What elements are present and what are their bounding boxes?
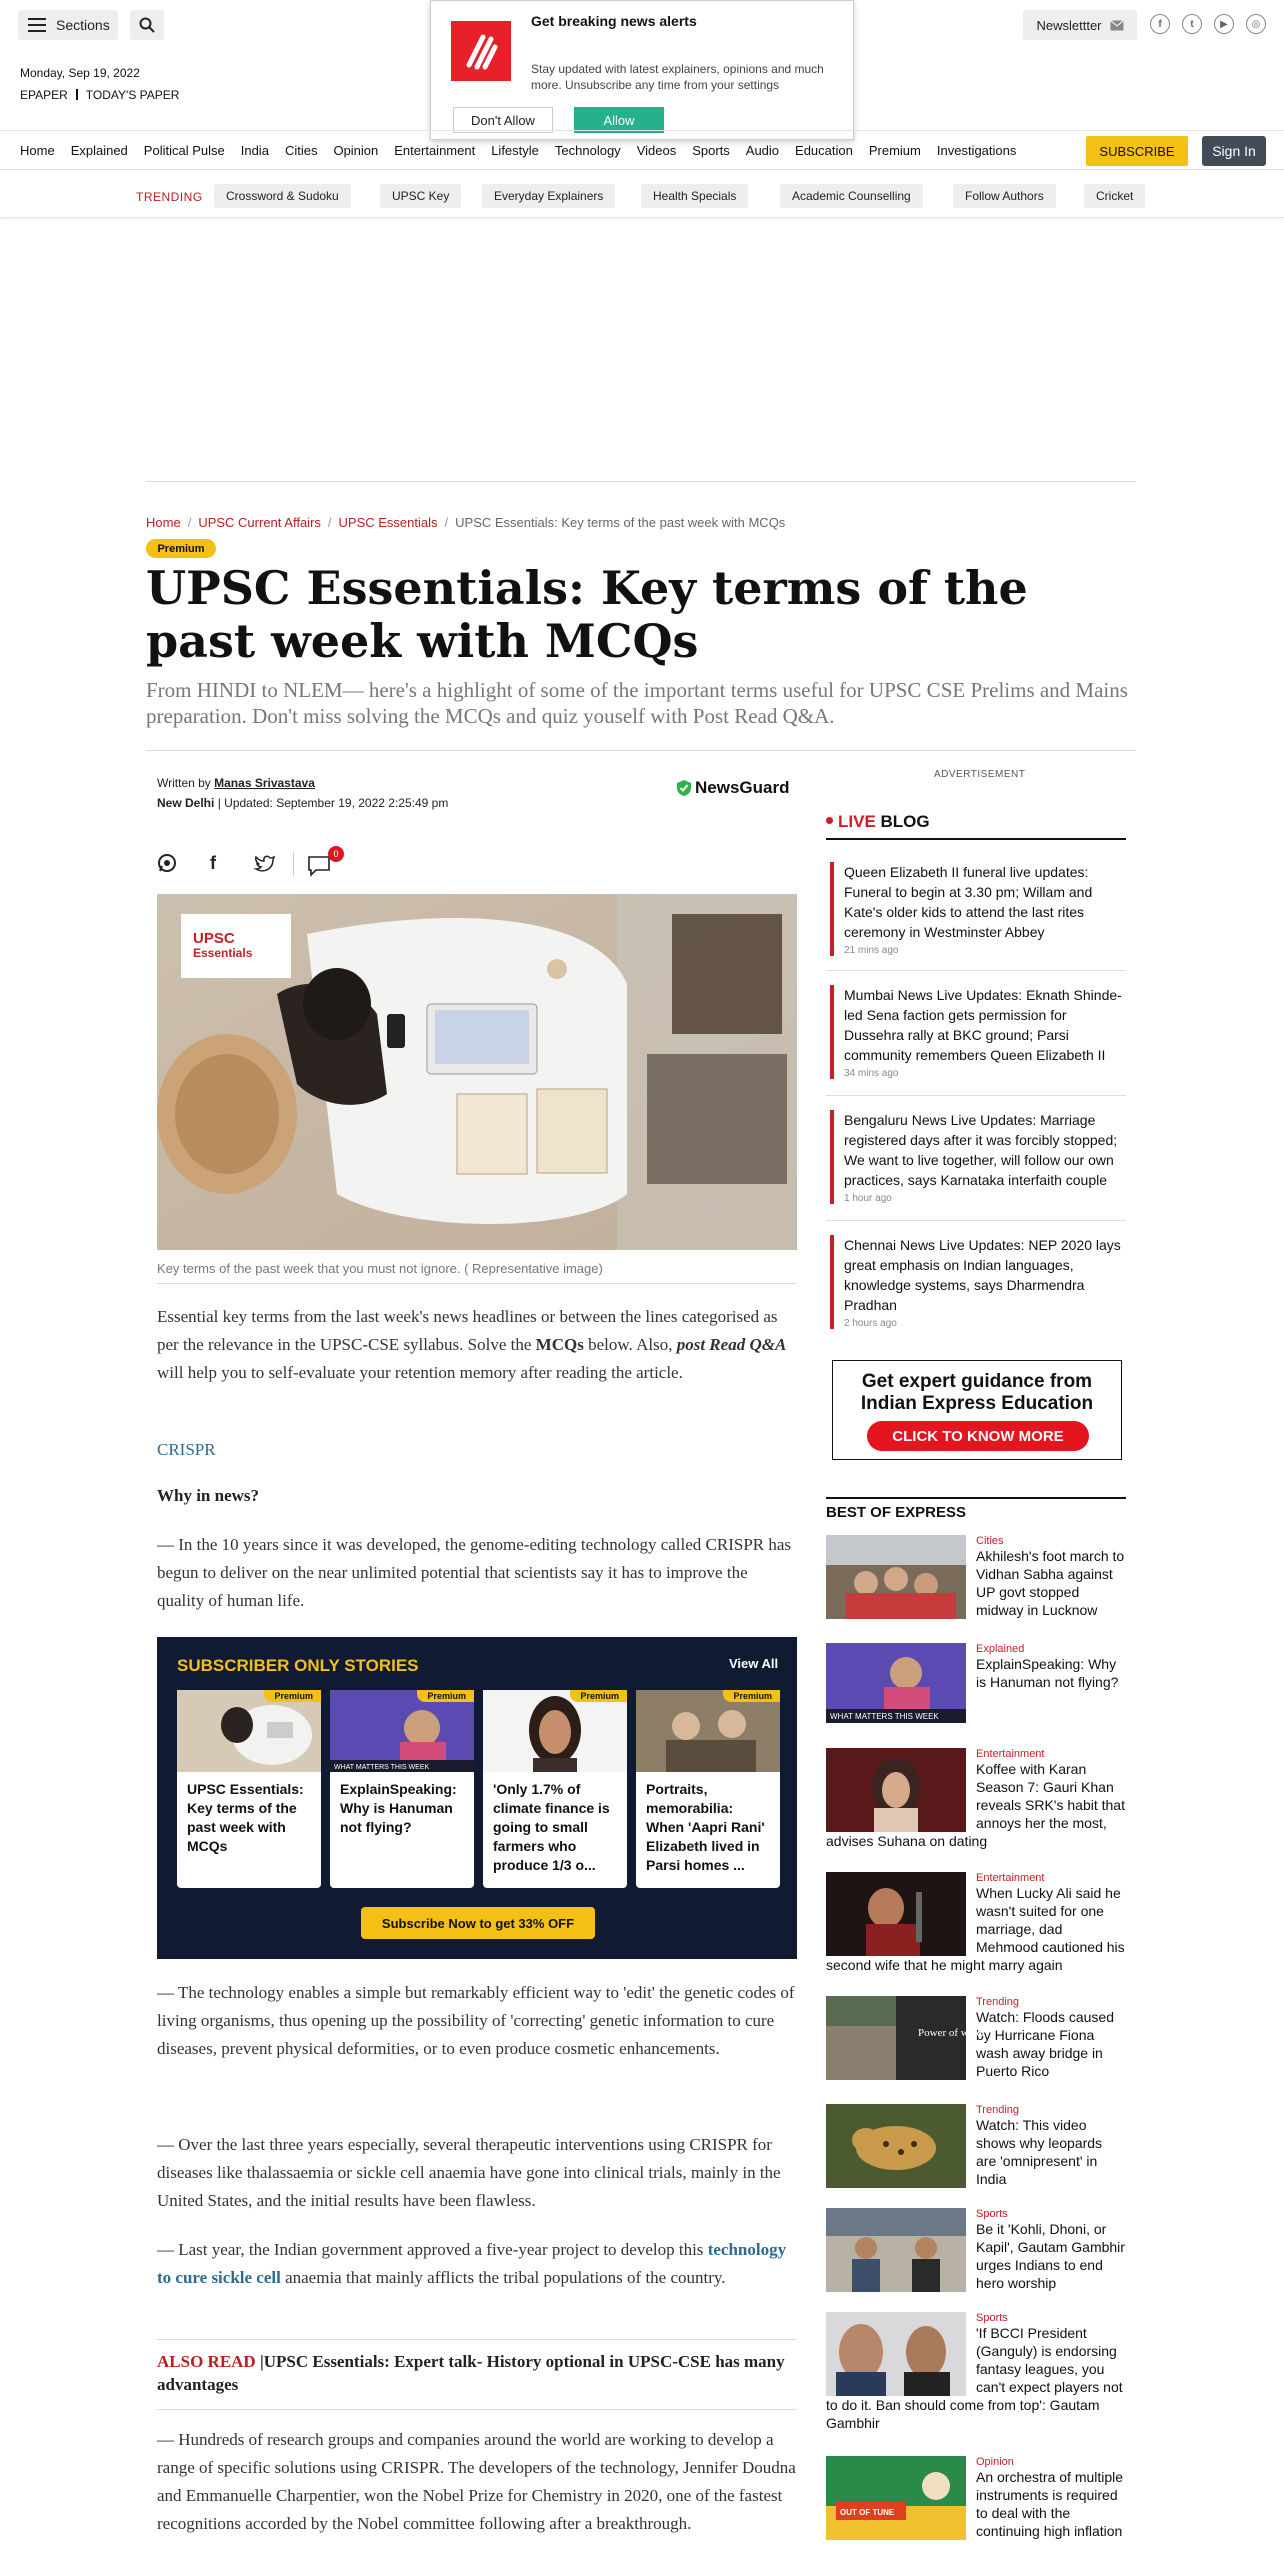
- story-category: Entertainment: [976, 1872, 1045, 1884]
- live-blog-time: 2 hours ago: [844, 1318, 897, 1329]
- trending-chip[interactable]: Everyday Explainers: [482, 184, 615, 208]
- advertisement-label: ADVERTISEMENT: [934, 769, 1026, 780]
- best-of-express-item[interactable]: [826, 2312, 1126, 2432]
- notification-title: Get breaking news alerts: [531, 13, 697, 29]
- live-blog-divider: [826, 1095, 1126, 1096]
- mail-icon: [1110, 20, 1124, 31]
- hero-image: [157, 894, 797, 1250]
- comment-count-badge: 0: [328, 846, 344, 862]
- epaper-links: [20, 88, 179, 102]
- live-blog-item[interactable]: [830, 985, 1126, 1079]
- subscribe-button[interactable]: SUBSCRIBE: [1086, 136, 1188, 166]
- best-of-express-item[interactable]: [826, 1748, 1126, 1850]
- best-of-express-item[interactable]: [826, 1996, 1126, 2080]
- best-of-express-item[interactable]: [826, 1643, 1126, 1723]
- live-blog-divider: [826, 1220, 1126, 1221]
- breadcrumb-upsc-current-affairs[interactable]: UPSC Current Affairs: [198, 515, 321, 530]
- also-read[interactable]: ALSO READ |UPSC Essentials: Expert talk- History optional in UPSC-CSE has many advantages: [157, 2352, 785, 2394]
- live-blog-title: Bengaluru News Live Updates: Marriage registered days after it was forcibly stopped; We want to live together, will follow our own practices, says Karnataka interfaith couple: [844, 1112, 1118, 1188]
- story-thumbnail: [826, 1872, 966, 1956]
- live-blog-item[interactable]: [830, 1110, 1126, 1204]
- trending-chip[interactable]: Academic Counselling: [780, 184, 923, 208]
- nav-item[interactable]: Political Pulse: [143, 143, 225, 158]
- share-divider: [293, 852, 294, 876]
- story-title: When Lucky Ali said he wasn't suited for one marriage, dad Mehmood cautioned his second wife that he might marry again: [826, 1885, 1125, 1973]
- dateline-location: New Delhi: [157, 796, 215, 810]
- story-thumbnail: Premium: [636, 1690, 780, 1772]
- nav-item[interactable]: Opinion: [333, 143, 379, 158]
- story-title: ExplainSpeaking: Why is Hanuman not flying?: [340, 1781, 457, 1835]
- story-thumbnail: [826, 2208, 966, 2292]
- twitter-icon[interactable]: t: [1182, 14, 1202, 34]
- hero-logo-essentials: Essentials: [193, 946, 253, 960]
- nav-item[interactable]: Audio: [745, 143, 780, 158]
- story-category: Sports: [976, 2208, 1008, 2220]
- body-paragraph: — Last year, the Indian government approved a five-year project to develop this technology to cure sickle cell anaemia that mainly afflicts the tribal populations of the country.: [157, 2240, 787, 2287]
- instagram-icon[interactable]: ◎: [1246, 14, 1266, 34]
- sickle-cell-link[interactable]: technology to cure sickle cell: [157, 2240, 787, 2287]
- story-title: Watch: This video shows why leopards are 'omnipresent' in India: [976, 2117, 1103, 2187]
- subscriber-story-card[interactable]: [483, 1690, 627, 1888]
- whatsapp-share-icon[interactable]: [156, 852, 178, 874]
- svg-text:WHAT MATTERS THIS WEEK: WHAT MATTERS THIS WEEK: [830, 1712, 939, 1721]
- live-blog-title: Queen Elizabeth II funeral live updates: Funeral to begin at 3.30 pm; Willam and Kate's older kids to attend the last rites ceremony in Westminster Abbey: [844, 864, 1093, 940]
- best-of-express-item[interactable]: [826, 2456, 1126, 2540]
- story-thumbnail: [826, 1535, 966, 1619]
- story-title: An orchestra of multiple instruments is required to deal with the continuing high inflation: [976, 2469, 1124, 2539]
- best-of-express-item[interactable]: [826, 2208, 1126, 2292]
- story-category: Explained: [976, 1643, 1025, 1655]
- live-blog-item[interactable]: [830, 862, 1126, 956]
- subscriber-stories-title: SUBSCRIBER ONLY STORIES: [177, 1656, 419, 1675]
- trending-chip[interactable]: Crossword & Sudoku: [214, 184, 351, 208]
- newsletter-label: Newslettter: [1036, 17, 1102, 33]
- live-blog-time: 1 hour ago: [844, 1193, 892, 1204]
- newsguard-label: NewsGuard: [695, 778, 790, 797]
- nav-item[interactable]: Premium: [868, 143, 921, 158]
- svg-text:Power of water: Power of water: [918, 2027, 986, 2039]
- also-read-title: UPSC Essentials: Expert talk- History optional in UPSC-CSE has many advantages: [157, 2352, 785, 2394]
- facebook-icon[interactable]: f: [1150, 14, 1170, 34]
- subscribe-offer-button[interactable]: Subscribe Now to get 33% OFF: [361, 1907, 595, 1939]
- story-thumbnail: Premium: [177, 1690, 321, 1772]
- best-of-express-item[interactable]: [826, 1872, 1126, 1974]
- body-paragraph: — The technology enables a simple but remarkably efficient way to 'edit' the genetic codes of living organisms, thus opening up the possibility of 'correcting' genetic information to cure diseases, prevent physical deformities, or to even produce cosmetic enhancements.: [157, 1983, 795, 2058]
- live-blog-title: Mumbai News Live Updates: Eknath Shinde-led Sena faction gets permission for Dussehra rally at BKC ground; Parsi community remembers Queen Elizabeth II: [844, 987, 1122, 1063]
- trending-chip[interactable]: UPSC Key: [380, 184, 461, 208]
- story-title: Akhilesh's foot march to Vidhan Sabha against UP govt stopped midway in Lucknow: [976, 1548, 1125, 1618]
- byline: Written by Manas Srivastava New Delhi | Updated: September 19, 2022 2:25:49 pm: [157, 776, 449, 810]
- notification-message: Stay updated with latest explainers, opinions and much more. Unsubscribe any time from your settings: [531, 62, 824, 92]
- nav-item[interactable]: Cities: [284, 143, 318, 158]
- newsguard-badge[interactable]: [676, 778, 789, 798]
- story-category: Opinion: [976, 2456, 1014, 2468]
- newsletter-button[interactable]: [1023, 10, 1137, 40]
- page-title: UPSC Essentials: Key terms of the past week with MCQs: [146, 561, 1028, 668]
- allow-button[interactable]: Allow: [574, 107, 664, 133]
- nav-item[interactable]: Explained: [70, 143, 128, 158]
- story-category: Entertainment: [976, 1748, 1045, 1760]
- trending-bar: [0, 174, 1284, 218]
- sections-label: Sections: [56, 17, 110, 33]
- story-title: Koffee with Karan Season 7: Gauri Khan reveals SRK's habit that annoys her the most, advises Suhana on dating: [826, 1761, 1125, 1849]
- also-read-label: ALSO READ: [157, 2352, 256, 2371]
- notification-prompt: [430, 0, 854, 140]
- crispr-link[interactable]: CRISPR: [157, 1440, 216, 1459]
- nav-item[interactable]: Home: [20, 143, 55, 158]
- story-thumbnail: WHAT MATTERS THIS WEEK Premium: [330, 1690, 474, 1772]
- story-thumbnail: [826, 2312, 966, 2396]
- story-category: Trending: [976, 2104, 1020, 2116]
- dont-allow-button[interactable]: Don't Allow: [453, 107, 553, 133]
- breadcrumb-home[interactable]: Home: [146, 515, 181, 530]
- article-subhead: From HINDI to NLEM— here's a highlight of some of the important terms useful for UPSC CSE Prelims and Mains preparation. Don't miss solving the MCQs and quiz youself with Post Read Q&A.: [146, 678, 1128, 728]
- nav-item[interactable]: Videos: [636, 143, 677, 158]
- nav-item[interactable]: Investigations: [936, 143, 1017, 158]
- sections-button[interactable]: [18, 10, 118, 40]
- story-title: ExplainSpeaking: Why is Hanuman not flying?: [976, 1656, 1119, 1690]
- twitter-share-icon[interactable]: [254, 852, 276, 874]
- sign-in-button[interactable]: Sign In: [1202, 136, 1266, 166]
- why-in-news-heading: Why in news?: [157, 1486, 260, 1505]
- story-thumbnail: [826, 2456, 966, 2540]
- story-title: Be it 'Kohli, Dhoni, or Kapil', Gautam Gambhir urges Indians to end hero worship: [976, 2221, 1125, 2291]
- search-icon: [139, 17, 155, 33]
- also-read-divider: [157, 2339, 797, 2340]
- hero-logo-upsc: UPSC: [193, 930, 235, 947]
- shield-check-icon: [676, 779, 692, 797]
- breadcrumb-upsc-essentials[interactable]: UPSC Essentials: [338, 515, 438, 530]
- todays-paper-link[interactable]: TODAY'S PAPER: [85, 88, 180, 102]
- subscriber-story-card[interactable]: [636, 1690, 780, 1888]
- body-paragraph: — Over the last three years especially, several therapeutic interventions using CRISPR for diseases like thalassaemia or sickle cell anaemia have gone into clinical trials, mainly in the United States, and the initial results have been flawless.: [157, 2135, 781, 2210]
- nav-item[interactable]: Sports: [692, 143, 730, 158]
- mcqs-emphasis: MCQs: [535, 1335, 584, 1354]
- hamburger-icon: [28, 18, 46, 32]
- premium-badge: Premium: [146, 539, 216, 558]
- trending-chip[interactable]: Follow Authors: [953, 184, 1056, 208]
- live-blog-item[interactable]: [830, 1235, 1126, 1329]
- best-of-express-heading: BEST OF EXPRESS: [826, 1497, 1126, 1521]
- body-paragraph: — In the 10 years since it was developed, the genome-editing technology called CRISPR has begun to deliver on the near unlimited potential that scientists say it has to improve the quality of human life.: [157, 1535, 792, 1610]
- expert-guidance-text: Get expert guidance from Indian Express Education: [860, 1371, 1094, 1414]
- author-link[interactable]: Manas Srivastava: [214, 776, 315, 790]
- expert-guidance-ad: [832, 1360, 1122, 1460]
- body-paragraph: — Hundreds of research groups and companies around the world are working to develop a range of specific solutions using CRISPR. The developers of the technology, Jennifer Doudna and Emmanuelle Charpentier, won the Nobel Prize for Chemistry in 2020, one of the fastest recognitions accorded by the Nobel committee following after a breakthrough.: [157, 2430, 796, 2533]
- search-button[interactable]: [130, 10, 164, 40]
- epaper-link[interactable]: EPAPER: [20, 88, 68, 102]
- post-read-emphasis: post Read Q&A: [676, 1335, 787, 1354]
- live-dot-icon: [826, 817, 833, 824]
- story-thumbnail: [826, 1996, 986, 2080]
- breadcrumb-current: UPSC Essentials: Key terms of the past week with MCQs: [455, 515, 786, 530]
- story-thumbnail: Premium: [483, 1690, 627, 1772]
- story-title: Watch: Floods caused by Hurricane Fiona wash away bridge in Puerto Rico: [976, 2009, 1114, 2079]
- story-thumbnail: [826, 1643, 966, 1723]
- nav-item[interactable]: Education: [795, 143, 853, 158]
- subscriber-story-card[interactable]: [330, 1690, 474, 1888]
- also-read-divider: [157, 2409, 797, 2410]
- live-blog-title: Chennai News Live Updates: NEP 2020 lays great emphasis on Indian languages, knowledge systems, says Dharmendra Pradhan: [844, 1237, 1121, 1313]
- best-of-express-item[interactable]: [826, 1535, 1126, 1619]
- svg-text:WHAT MATTERS THIS WEEK: WHAT MATTERS THIS WEEK: [334, 1764, 430, 1771]
- facebook-share-icon[interactable]: f: [210, 852, 216, 873]
- updated-timestamp: Updated: September 19, 2022 2:25:49 pm: [224, 796, 449, 810]
- intro-paragraph: Essential key terms from the last week's news headlines or between the lines categorised as per the relevance in the UPSC-CSE syllabus. Solve the MCQs below. Also, post Read Q&A will help you to self-evaluate your retention memory after reading the article.: [157, 1307, 787, 1382]
- youtube-icon[interactable]: ▶: [1214, 14, 1234, 34]
- live-blog-time: 21 mins ago: [844, 945, 899, 956]
- breadcrumb: Home / UPSC Current Affairs / UPSC Essentials / UPSC Essentials: Key terms of the past week with MCQs: [146, 515, 786, 530]
- view-all-link[interactable]: View All: [729, 1656, 779, 1671]
- story-title: Portraits, memorabilia: When 'Aapri Rani' Elizabeth lived in Parsi homes ...: [646, 1781, 765, 1873]
- live-blog-heading: LIVE BLOG: [826, 812, 1126, 840]
- story-category: Cities: [976, 1535, 1004, 1547]
- story-thumbnail: [826, 1748, 966, 1832]
- comment-icon[interactable]: [308, 855, 330, 877]
- nav-item[interactable]: India: [240, 143, 269, 158]
- story-thumbnail: [826, 2104, 966, 2188]
- click-to-know-more-button[interactable]: CLICK TO KNOW MORE: [867, 1421, 1089, 1451]
- story-category: Trending: [976, 1996, 1020, 2008]
- caption-divider: [157, 1283, 797, 1284]
- header-divider: [146, 750, 1136, 751]
- story-category: Sports: [976, 2312, 1008, 2324]
- live-blog-divider: [826, 970, 1126, 971]
- story-title: 'Only 1.7% of climate finance is going to small farmers who produce 1/3 o...: [493, 1781, 610, 1873]
- ad-divider: [146, 481, 1136, 482]
- subscriber-story-card[interactable]: [177, 1690, 321, 1888]
- live-blog-time: 34 mins ago: [844, 1068, 899, 1079]
- nav-item[interactable]: Technology: [554, 143, 621, 158]
- trending-chip[interactable]: Cricket: [1084, 184, 1145, 208]
- best-of-express-item[interactable]: [826, 2104, 1126, 2188]
- story-title: UPSC Essentials: Key terms of the past week with MCQs: [187, 1781, 304, 1854]
- image-caption: Key terms of the past week that you must not ignore. ( Representative image): [157, 1261, 603, 1276]
- written-by-label: Written by: [157, 776, 211, 790]
- indian-express-logo: [451, 21, 511, 81]
- svg-text:OUT OF TUNE: OUT OF TUNE: [840, 2508, 895, 2517]
- nav-item[interactable]: Entertainment: [394, 143, 476, 158]
- trending-label: TRENDING: [136, 190, 203, 204]
- nav-item[interactable]: Lifestyle: [491, 143, 539, 158]
- current-date: Monday, Sep 19, 2022: [20, 66, 140, 80]
- story-title: 'If BCCI President (Ganguly) is endorsing fantasy leagues, you can't expect players not to do it. Ban should come from top': Gautam Gambhir: [826, 2325, 1123, 2431]
- trending-chip[interactable]: Health Specials: [641, 184, 748, 208]
